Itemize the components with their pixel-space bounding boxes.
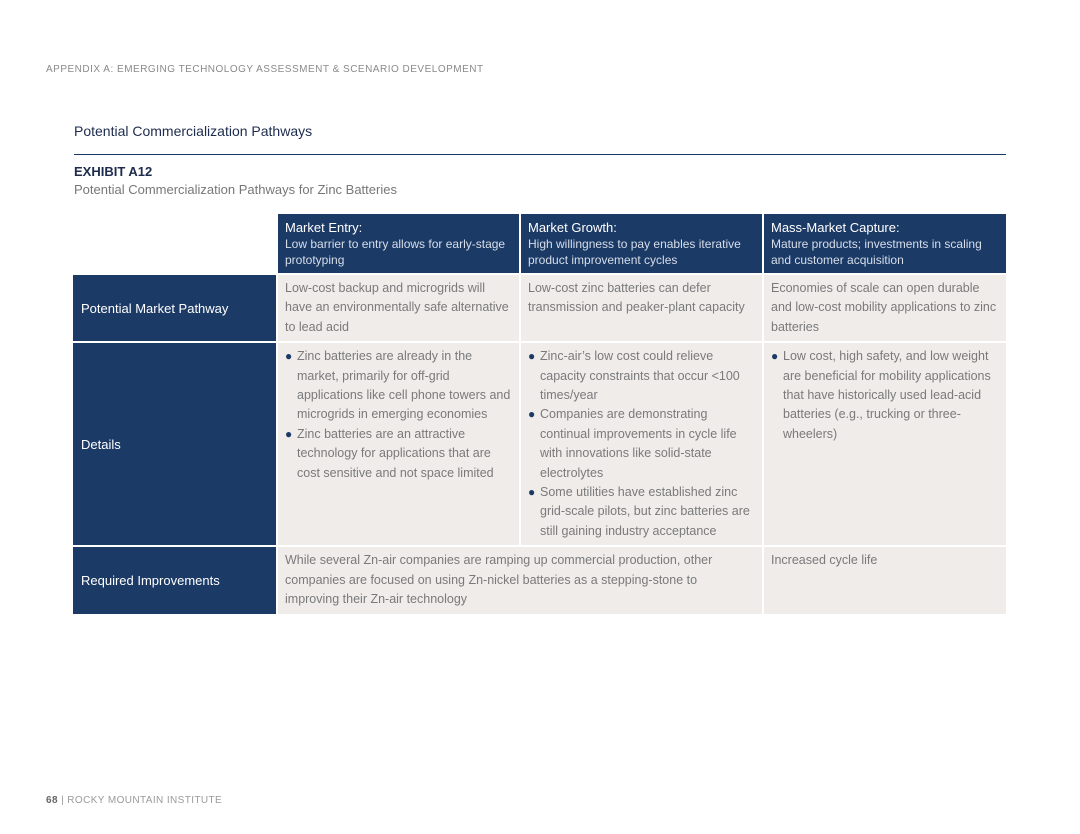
cell-improvements-mass: Increased cycle life xyxy=(764,547,1006,615)
table-row-details xyxy=(73,343,1006,547)
bullet-icon: ● xyxy=(528,407,536,422)
list-item xyxy=(528,347,754,405)
page-number: 68 xyxy=(46,795,58,806)
page-footer xyxy=(46,795,222,806)
cell-details-growth xyxy=(521,343,764,547)
table-row-pathway xyxy=(73,275,1006,343)
list-item-text: Companies are demonstrating continual improvements in cycle life with innovations like solid-state electrolytes xyxy=(540,407,737,480)
column-subtitle: High willingness to pay enables iterative product improvement cycles xyxy=(528,237,741,267)
list-item-text: Low cost, high safety, and low weight are beneficial for mobility applications that have historically used lead-acid batteries (e.g., trucking or three-wheelers) xyxy=(783,349,991,441)
bullet-list xyxy=(771,347,998,444)
table-row-improvements xyxy=(73,547,1006,615)
column-subtitle: Low barrier to entry allows for early-stage prototyping xyxy=(285,237,506,267)
bullet-list xyxy=(285,347,511,483)
list-item xyxy=(285,425,511,483)
cell-details-entry xyxy=(278,343,521,547)
row-header-pathway: Potential Market Pathway xyxy=(73,275,278,343)
list-item xyxy=(285,347,511,425)
list-item-text: Zinc-air’s low cost could relieve capacity constraints that occur <100 times/year xyxy=(540,349,740,403)
column-header-market-entry xyxy=(278,214,521,275)
list-item xyxy=(771,347,998,444)
table-header-row xyxy=(73,214,1006,275)
column-title: Mass-Market Capture: xyxy=(771,220,900,235)
row-header-details: Details xyxy=(73,343,278,547)
section-rule xyxy=(74,154,1006,155)
list-item-text: Zinc batteries are an attractive technology for applications that are cost sensitive and not space limited xyxy=(297,426,494,480)
cell-details-mass xyxy=(764,343,1006,547)
cell-improvements-entry-growth: While several Zn-air companies are ramping up commercial production, other companies are focused on using Zn-nickel batteries as a stepping-stone to improving their Zn-air technology xyxy=(278,547,764,615)
column-header-market-growth xyxy=(521,214,764,275)
list-item xyxy=(528,405,754,483)
column-header-mass-market xyxy=(764,214,1006,275)
list-item-text: Some utilities have established zinc grid-scale pilots, but zinc batteries are still gaining industry acceptance xyxy=(540,485,750,538)
publisher-name: | ROCKY MOUNTAIN INSTITUTE xyxy=(61,795,223,806)
cell-pathway-mass: Economies of scale can open durable and low-cost mobility applications to zinc batteries xyxy=(764,275,1006,343)
column-title: Market Entry: xyxy=(285,220,363,235)
cell-pathway-entry: Low-cost backup and microgrids will have an environmentally safe alternative to lead acid xyxy=(278,275,521,343)
bullet-icon: ● xyxy=(285,426,293,441)
bullet-icon: ● xyxy=(528,349,536,364)
bullet-list xyxy=(528,347,754,541)
list-item-text: Zinc batteries are already in the market, primarily for off-grid applications like cell phone towers and microgrids in emerging economies xyxy=(297,349,511,422)
bullet-icon: ● xyxy=(528,485,536,500)
exhibit-label: EXHIBIT A12 xyxy=(74,164,153,179)
bullet-icon: ● xyxy=(771,349,779,364)
pathways-table xyxy=(73,214,1006,616)
column-subtitle: Mature products; investments in scaling and customer acquisition xyxy=(771,237,982,267)
list-item xyxy=(528,483,754,541)
column-title: Market Growth: xyxy=(528,220,617,235)
cell-pathway-growth: Low-cost zinc batteries can defer transmission and peaker-plant capacity xyxy=(521,275,764,343)
bullet-icon: ● xyxy=(285,349,293,364)
header-corner xyxy=(73,214,278,275)
section-title: Potential Commercialization Pathways xyxy=(74,123,313,139)
running-head: APPENDIX A: EMERGING TECHNOLOGY ASSESSMENT & SCENARIO DEVELOPMENT xyxy=(46,64,484,75)
exhibit-caption: Potential Commercialization Pathways for Zinc Batteries xyxy=(74,182,397,197)
row-header-improvements: Required Improvements xyxy=(73,547,278,615)
